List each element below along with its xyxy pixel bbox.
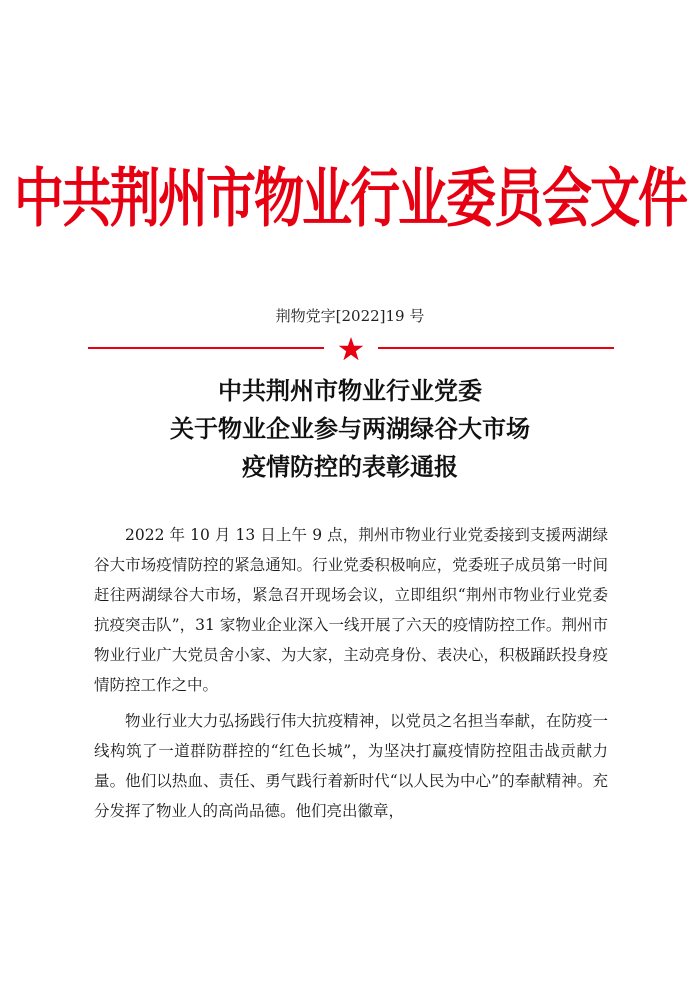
notice-title (0, 372, 700, 486)
notice-title-line: 疫情防控的表彰通报 (242, 453, 458, 481)
separator-line-right (378, 347, 614, 349)
red-separator (88, 336, 614, 362)
body-paragraph: 物业行业大力弘扬践行伟大抗疫精神，以党员之名担当奉献，在防疫一线构筑了一道群防群控的“红色长城”，为坚决打赢疫情防控阻击战贡献力量。他们以热血、责任、勇气践行着新时代“以人民为中心”的奉献精神。充分发挥了物业人的高尚品德。他们亮出徽章， (94, 712, 608, 820)
notice-title-line: 中共荆州市物业行业党委 (218, 377, 482, 405)
document-number: 荆物党字[2022]19 号 (275, 307, 425, 325)
red-star-icon (338, 336, 364, 362)
separator-line-left (88, 347, 324, 349)
body-text (94, 520, 608, 832)
notice-title-line: 关于物业企业参与两湖绿谷大市场 (170, 415, 530, 443)
body-paragraph: 2022 年 10 月 13 日上午 9 点，荆州市物业行业党委接到支援两湖绿谷大市场疫情防控的紧急通知。行业党委积极响应，党委班子成员第一时间赶往两湖绿谷大市场，紧急召开现场会议，立即组织“荆州市物业行业党委抗疫突击队”，31 家物业企业深入一线开展了六天的疫情防控工作。荆州市物业行业广大党员舍小家、为大家，主动亮身份、表决心，积极踊跃投身疫情防控工作之中。 (94, 526, 608, 694)
document-header-title: 中共荆州市物业行业委员会文件 (14, 160, 686, 237)
